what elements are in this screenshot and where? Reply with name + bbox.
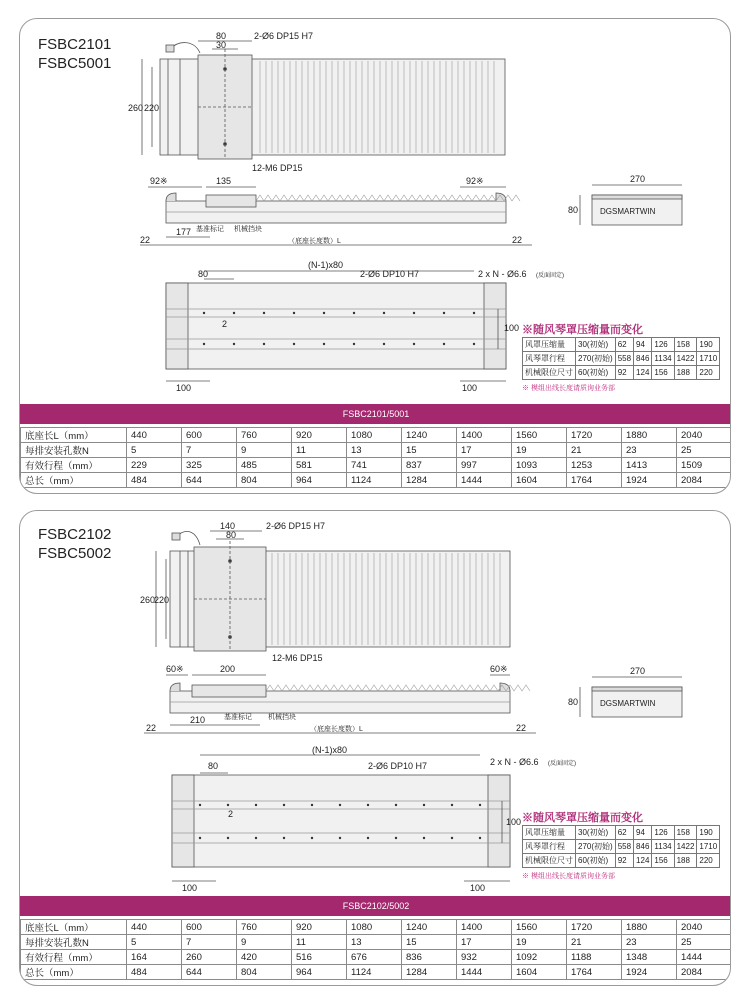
- spec-cell: 220: [697, 854, 720, 868]
- table-cell: 325: [182, 458, 237, 473]
- table-cell: 760: [237, 920, 292, 935]
- table-cell: 932: [457, 950, 512, 965]
- top-dim-220: 220: [144, 103, 160, 113]
- end-width: 270: [630, 174, 646, 184]
- spec-cell: 1710: [697, 840, 720, 854]
- compression-note-title: ※随风琴罩压缩量而变化: [522, 812, 643, 824]
- spec-row: [523, 840, 720, 854]
- spec-cell: 风琴罩行程: [523, 352, 576, 366]
- spec-cell: 190: [697, 338, 720, 352]
- side-end-right: 22: [512, 235, 523, 245]
- bottom-mount-holes: 2 x N - Ø6.6: [478, 269, 527, 279]
- side-mech-stop: 机械挡块: [234, 226, 262, 233]
- table-cell: 1560: [512, 428, 567, 443]
- model-name-primary: FSBC2101: [38, 36, 112, 53]
- side-carriage-length: 200: [220, 664, 236, 674]
- table-cell: 741: [347, 458, 402, 473]
- table-cell: 底座长L（mm）: [21, 920, 127, 935]
- table-row: [21, 443, 732, 458]
- table-cell: 581: [292, 458, 347, 473]
- compression-note-title: ※随风琴罩压缩量而变化: [522, 324, 643, 336]
- side-base-length: （底座长度数）L: [288, 238, 341, 245]
- table-row: [21, 950, 732, 965]
- table-cell: 总长（mm）: [21, 473, 127, 488]
- spec-cell: 158: [674, 826, 697, 840]
- table-cell: 7: [182, 935, 237, 950]
- table-cell: 1880: [622, 920, 677, 935]
- end-width: 270: [630, 666, 646, 676]
- bottom-view-drawing: [172, 755, 510, 881]
- table-cell: 7: [182, 443, 237, 458]
- table-cell: 1444: [457, 965, 512, 980]
- bellows-spec-table: [522, 337, 720, 380]
- table-cell: 1720: [567, 920, 622, 935]
- bottom-pitch: (N-1)x80: [308, 260, 344, 270]
- table-cell: 964: [292, 473, 347, 488]
- table-row: [21, 920, 732, 935]
- top-dim-140: 140: [220, 521, 236, 531]
- spec-cell: 1422: [674, 840, 697, 854]
- table-cell: 1400: [457, 428, 512, 443]
- spec-cell: 558: [615, 352, 633, 366]
- series-title-bar: FSBC2102/5002: [20, 896, 731, 916]
- spec-cell: 126: [652, 338, 674, 352]
- spec-cell: 188: [674, 854, 697, 868]
- end-brand: DGSMARTWIN: [600, 207, 656, 216]
- table-cell: 644: [182, 965, 237, 980]
- table-cell: 1284: [402, 473, 457, 488]
- table-cell: 2084: [677, 473, 732, 488]
- table-cell: 920: [292, 920, 347, 935]
- spec-cell: 92: [615, 854, 633, 868]
- top-dim-80: 80: [216, 31, 227, 41]
- spec-cell: 机械限位尺寸: [523, 854, 576, 868]
- table-cell: 2040: [677, 428, 732, 443]
- spec-cell: 机械限位尺寸: [523, 366, 576, 380]
- model-name-secondary: FSBC5002: [38, 545, 112, 562]
- spec-cell: 188: [674, 366, 697, 380]
- bottom-mount-note: (反面固定): [548, 761, 576, 767]
- bottom-pin-holes: 2-Ø6 DP10 H7: [368, 761, 428, 771]
- side-carriage-length: 135: [216, 176, 232, 186]
- table-cell: 1240: [402, 920, 457, 935]
- table-cell: 底座长L（mm）: [21, 428, 127, 443]
- table-cell: 1604: [512, 965, 567, 980]
- top-dim-30: 30: [216, 40, 227, 50]
- table-cell: 21: [567, 443, 622, 458]
- table-cell: 1080: [347, 428, 402, 443]
- model-name-secondary: FSBC5001: [38, 55, 112, 72]
- spec-cell: 124: [634, 854, 652, 868]
- bottom-view-drawing: [166, 271, 506, 381]
- bellows-spec-table: [522, 825, 720, 868]
- bottom-mount-note: (反面固定): [536, 273, 564, 279]
- bottom-dim-100-left: 100: [182, 883, 198, 893]
- end-height: 80: [568, 205, 579, 215]
- table-cell: 2084: [677, 965, 732, 980]
- side-left-limit: 92※: [150, 176, 168, 186]
- top-dim-220: 220: [154, 595, 170, 605]
- table-cell: 1509: [677, 458, 732, 473]
- table-cell: 13: [347, 443, 402, 458]
- table-cell: 484: [127, 473, 182, 488]
- side-ref-mark: 基准标记: [224, 714, 252, 721]
- table-cell: 485: [237, 458, 292, 473]
- side-ref-mark: 基准标记: [196, 226, 224, 233]
- table-cell: 有效行程（mm）: [21, 950, 127, 965]
- table-cell: 9: [237, 443, 292, 458]
- table-cell: 1188: [567, 950, 622, 965]
- table-cell: 1720: [567, 428, 622, 443]
- table-cell: 600: [182, 920, 237, 935]
- top-view-drawing: [142, 41, 505, 159]
- side-end-left: 22: [146, 723, 157, 733]
- table-row: [21, 458, 732, 473]
- table-cell: 1880: [622, 428, 677, 443]
- table-cell: 1092: [512, 950, 567, 965]
- end-view-drawing: [580, 185, 682, 225]
- bottom-dim-80: 80: [208, 761, 219, 771]
- table-cell: 1560: [512, 920, 567, 935]
- table-cell: 229: [127, 458, 182, 473]
- table-cell: 804: [237, 965, 292, 980]
- end-brand: DGSMARTWIN: [600, 699, 656, 708]
- table-cell: 760: [237, 428, 292, 443]
- bottom-mount-holes: 2 x N - Ø6.6: [490, 757, 539, 767]
- bottom-pitch: (N-1)x80: [312, 745, 348, 755]
- table-cell: 600: [182, 428, 237, 443]
- top-thread-spec: 12-M6 DP15: [252, 163, 303, 173]
- table-cell: 每排安装孔数N: [21, 935, 127, 950]
- table-row: [21, 473, 732, 488]
- end-height: 80: [568, 697, 579, 707]
- spec-cell: 94: [634, 338, 652, 352]
- table-cell: 1924: [622, 965, 677, 980]
- table-cell: 9: [237, 935, 292, 950]
- table-cell: 有效行程（mm）: [21, 458, 127, 473]
- top-dim-80: 80: [226, 530, 237, 540]
- spec-cell: 风罩压缩量: [523, 338, 576, 352]
- top-dim-260: 260: [128, 103, 144, 113]
- table-cell: 1124: [347, 965, 402, 980]
- spec-cell: 风琴罩行程: [523, 840, 576, 854]
- table-cell: 23: [622, 443, 677, 458]
- table-cell: 440: [127, 920, 182, 935]
- top-view-drawing: [156, 531, 510, 651]
- side-view-drawing: [140, 187, 532, 245]
- table-cell: 11: [292, 935, 347, 950]
- spec-cell: 270(初始): [576, 840, 616, 854]
- spec-row: [523, 826, 720, 840]
- table-cell: 15: [402, 443, 457, 458]
- spec-row: [523, 338, 720, 352]
- spec-panel-fsbc2101: [19, 18, 731, 494]
- top-hole-spec: 2-Ø6 DP15 H7: [254, 31, 314, 41]
- side-right-limit: 92※: [466, 176, 484, 186]
- table-cell: 17: [457, 935, 512, 950]
- spec-cell: 62: [615, 826, 633, 840]
- side-end-right: 22: [516, 723, 527, 733]
- table-cell: 644: [182, 473, 237, 488]
- bottom-dim-100-right: 100: [506, 817, 522, 827]
- table-cell: 260: [182, 950, 237, 965]
- spec-cell: 92: [615, 366, 633, 380]
- spec-cell: 1134: [652, 352, 674, 366]
- table-cell: 1284: [402, 965, 457, 980]
- top-dim-260: 260: [140, 595, 156, 605]
- end-view-drawing: [580, 677, 682, 717]
- spec-cell: 190: [697, 826, 720, 840]
- table-cell: 1124: [347, 473, 402, 488]
- table-cell: 25: [677, 443, 732, 458]
- spec-cell: 1422: [674, 352, 697, 366]
- spec-cell: 220: [697, 366, 720, 380]
- bottom-dim-100-right: 100: [504, 323, 520, 333]
- table-cell: 15: [402, 935, 457, 950]
- dimension-table: [20, 919, 731, 980]
- spec-row: [523, 352, 720, 366]
- spec-cell: 30(初始): [576, 826, 616, 840]
- table-cell: 836: [402, 950, 457, 965]
- top-thread-spec: 12-M6 DP15: [272, 653, 323, 663]
- table-cell: 19: [512, 443, 567, 458]
- table-cell: 23: [622, 935, 677, 950]
- table-cell: 每排安装孔数N: [21, 443, 127, 458]
- bottom-dim-100-left: 100: [176, 383, 192, 393]
- table-cell: 13: [347, 935, 402, 950]
- table-cell: 920: [292, 428, 347, 443]
- spec-cell: 846: [634, 840, 652, 854]
- table-row: [21, 965, 732, 980]
- table-cell: 1444: [457, 473, 512, 488]
- side-right-limit: 60※: [490, 664, 508, 674]
- spec-cell: 60(初始): [576, 366, 616, 380]
- spec-panel-fsbc2102: [19, 510, 731, 986]
- spec-cell: 124: [634, 366, 652, 380]
- table-cell: 21: [567, 935, 622, 950]
- bottom-dim-2: 2: [228, 809, 234, 819]
- spec-cell: 30(初始): [576, 338, 616, 352]
- cable-length-note: ※ 模组出线长度请质询业务部: [522, 873, 615, 880]
- side-end-left: 22: [140, 235, 151, 245]
- table-cell: 1924: [622, 473, 677, 488]
- table-cell: 25: [677, 935, 732, 950]
- table-cell: 5: [127, 935, 182, 950]
- spec-cell: 1710: [697, 352, 720, 366]
- table-cell: 420: [237, 950, 292, 965]
- table-cell: 1080: [347, 920, 402, 935]
- table-cell: 1413: [622, 458, 677, 473]
- table-cell: 19: [512, 935, 567, 950]
- spec-row: [523, 366, 720, 380]
- table-cell: 516: [292, 950, 347, 965]
- spec-cell: 62: [615, 338, 633, 352]
- table-cell: 17: [457, 443, 512, 458]
- side-base-length: （底座长度数）L: [310, 726, 363, 733]
- dimension-table: [20, 427, 731, 488]
- bottom-dim-2: 2: [222, 319, 228, 329]
- table-cell: 1444: [677, 950, 732, 965]
- side-offset: 177: [176, 227, 192, 237]
- table-row: [21, 428, 732, 443]
- table-cell: 804: [237, 473, 292, 488]
- bottom-dim-100-far: 100: [470, 883, 486, 893]
- spec-cell: 846: [634, 352, 652, 366]
- spec-cell: 94: [634, 826, 652, 840]
- bottom-dim-80: 80: [198, 269, 209, 279]
- bottom-dim-100-far: 100: [462, 383, 478, 393]
- spec-cell: 158: [674, 338, 697, 352]
- table-cell: 1093: [512, 458, 567, 473]
- table-cell: 440: [127, 428, 182, 443]
- table-cell: 5: [127, 443, 182, 458]
- cable-length-note: ※ 模组出线长度请质询业务部: [522, 385, 615, 392]
- table-cell: 1240: [402, 428, 457, 443]
- table-cell: 1253: [567, 458, 622, 473]
- table-cell: 总长（mm）: [21, 965, 127, 980]
- spec-cell: 156: [652, 854, 674, 868]
- spec-cell: 60(初始): [576, 854, 616, 868]
- model-name-primary: FSBC2102: [38, 526, 112, 543]
- table-cell: 1400: [457, 920, 512, 935]
- side-left-limit: 60※: [166, 664, 184, 674]
- top-hole-spec: 2-Ø6 DP15 H7: [266, 521, 326, 531]
- spec-row: [523, 854, 720, 868]
- table-cell: 164: [127, 950, 182, 965]
- table-cell: 1604: [512, 473, 567, 488]
- spec-cell: 1134: [652, 840, 674, 854]
- side-mech-stop: 机械挡块: [268, 714, 296, 721]
- spec-cell: 156: [652, 366, 674, 380]
- table-cell: 676: [347, 950, 402, 965]
- spec-cell: 558: [615, 840, 633, 854]
- table-cell: 1348: [622, 950, 677, 965]
- bottom-pin-holes: 2-Ø6 DP10 H7: [360, 269, 420, 279]
- side-offset: 210: [190, 715, 206, 725]
- table-cell: 2040: [677, 920, 732, 935]
- table-cell: 964: [292, 965, 347, 980]
- series-title-bar: FSBC2101/5001: [20, 404, 731, 424]
- table-cell: 837: [402, 458, 457, 473]
- table-cell: 11: [292, 443, 347, 458]
- spec-cell: 126: [652, 826, 674, 840]
- table-cell: 1764: [567, 965, 622, 980]
- spec-cell: 风罩压缩量: [523, 826, 576, 840]
- spec-cell: 270(初始): [576, 352, 616, 366]
- table-row: [21, 935, 732, 950]
- table-cell: 997: [457, 458, 512, 473]
- table-cell: 1764: [567, 473, 622, 488]
- table-cell: 484: [127, 965, 182, 980]
